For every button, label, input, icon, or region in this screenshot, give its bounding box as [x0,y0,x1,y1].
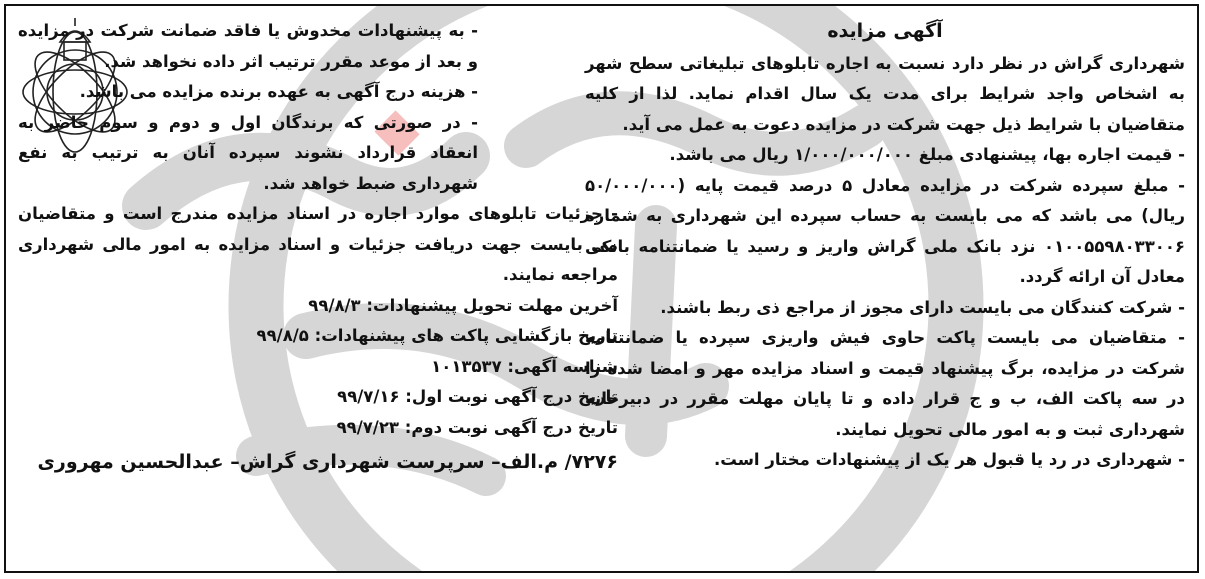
second-publish-line: تاریخ درج آگهی نوبت دوم: ۹۹/۷/۲۳ [336,417,618,437]
signature-footer: ۷۲۷۶/ م.الف– سرپرست شهرداری گراش– عبدالحسین مهروری [37,451,618,473]
invalid-bids-clause: - به پیشنهادات مخدوش یا فاقد ضمانت شرکت در مزایده و بعد از موعد مقرر ترتیب اثر داده نخواهد شد. [18,21,478,71]
license-clause: - شرکت کنندگان می بایست دارای مجوز از مراجع ذی ربط باشند. [660,297,1185,317]
details-clause: - جزئیات تابلوهای موارد اجاره در اسناد مزایده مندرج است و متقاضیان می بایست جهت دریافت جزئیات و اسناد مزایده به امور مالی شهرداری مراجعه نمایند. [18,204,618,284]
deadline-line: آخرین مهلت تحویل پیشنهادات: ۹۹/۸/۳ [308,295,618,315]
winners-clause: - در صورتی که برندگان اول و دوم و سوم حاضر به انعقاد قرارداد نشوند سپرده آنان به ترتیب به نفع شهرداری ضبط خواهد شد. [18,112,478,193]
rejection-clause: - شهرداری در رد یا قبول هر یک از پیشنهادات مختار است. [713,450,1185,469]
intro-paragraph: شهرداری گراش در نظر دارد نسبت به اجاره تابلوهای تبلیغاتی سطح شهر به اشخاص واجد شرایط برای مدت یک سال اقدام نماید. لذا از کلیه متقاضیان با شرایط ذیل جهت شرکت در مزایده دعوت به عمل می آید. [585,53,1185,134]
ad-cost-clause: - هزینه درج آگهی به عهده برنده مزایده می باشد. [79,82,478,101]
right-column [585,16,1185,476]
opening-date-line: تاریخ بازگشایی پاکت های پیشنهادات: ۹۹/۸/۵ [256,326,618,345]
advertisement-frame [4,4,1199,573]
rent-price-clause: - قیمت اجاره بها، پیشنهادی مبلغ ۱/۰۰۰/۰۰۰/۰۰۰ ریال می باشد. [669,145,1185,164]
deposit-clause: - مبلغ سپرده شرکت در مزایده معادل ۵ درصد قیمت پایه (۵۰/۰۰۰/۰۰۰ ریال) می باشد که می بایست به حساب سپرده این شهرداری به شماره ۰۱۰۰۵۵۹۸۰۳۳۰۰۶ نزد بانک ملی گراش واریز و رسید یا ضمانتنامه بانکی معادل آن ارائه گردد. [585,175,1185,286]
envelope-clause: - متقاضیان می بایست پاکت حاوی فیش واریزی سپرده یا ضمانتنامه شرکت در مزایده، برگ پیشنهاد قیمت و اسناد مزایده مهر و امضا شده را در سه پاکت الف، ب و ج قرار داده و تا پایان مهلت مقرر در دبیرخانه شهرداری ثبت و به امور مالی تحویل نمایند. [585,328,1185,439]
first-publish-line: تاریخ درج آگهی نوبت اول: ۹۹/۷/۱۶ [337,387,618,406]
ad-id-line: شناسه آگهی: ۱۰۱۳۵۳۷ [431,356,618,376]
left-column [18,16,618,478]
ad-title: آگهی مزایده [827,20,943,42]
